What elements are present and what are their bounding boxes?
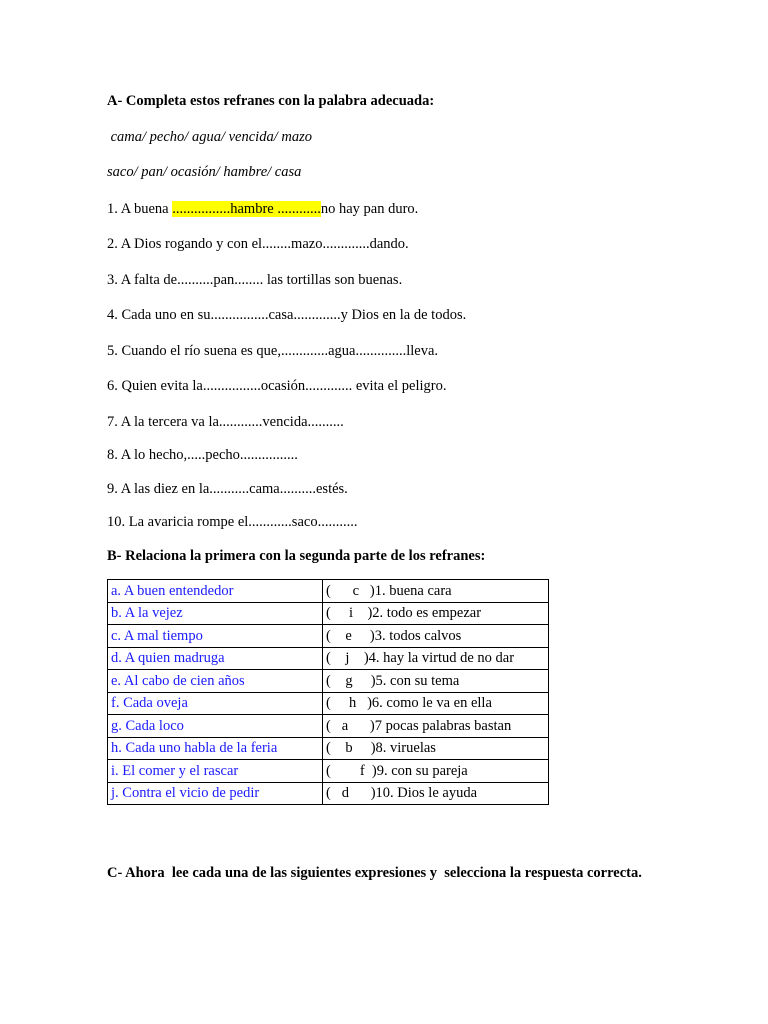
word-bank-line-2: saco/ pan/ ocasión/ hambre/ casa xyxy=(107,164,302,180)
table-row xyxy=(108,670,549,693)
table-row xyxy=(108,760,549,783)
proverb-start-cell: a. A buen entendedor xyxy=(108,580,323,603)
proverb-start-cell: h. Cada uno habla de la feria xyxy=(108,737,323,760)
proverb-end-cell: ( f )9. con su pareja xyxy=(323,760,549,783)
proverb-item-9: 9. A las diez en la...........cama..........estés. xyxy=(107,481,348,497)
table-row xyxy=(108,782,549,805)
proverb-start-cell: c. A mal tiempo xyxy=(108,625,323,648)
proverb-start-cell: j. Contra el vicio de pedir xyxy=(108,782,323,805)
proverb-end-cell: ( c )1. buena cara xyxy=(323,580,549,603)
proverb-item-5: 5. Cuando el río suena es que,.............agua..............lleva. xyxy=(107,343,439,359)
proverb-item-1-end: no hay pan duro. xyxy=(320,201,419,217)
proverb-item-10: 10. La avaricia rompe el............saco........... xyxy=(107,514,358,530)
proverb-end-cell: ( i )2. todo es empezar xyxy=(323,602,549,625)
table-row xyxy=(108,647,549,670)
table-row xyxy=(108,737,549,760)
section-c-heading: C- Ahora lee cada una de las siguientes expresiones y selecciona la respuesta correcta. xyxy=(107,865,642,881)
proverb-start-cell: i. El comer y el rascar xyxy=(108,760,323,783)
proverb-item-1-highlighted-answer: ................hambre ............ xyxy=(172,201,321,217)
proverb-item-6: 6. Quien evita la................ocasión............. evita el peligro. xyxy=(107,378,447,394)
proverb-end-cell: ( g )5. con su tema xyxy=(323,670,549,693)
proverb-item-2: 2. A Dios rogando y con el........mazo.............dando. xyxy=(107,236,409,252)
proverb-item-7: 7. A la tercera va la............vencida.......... xyxy=(107,414,344,430)
proverb-end-cell: ( a )7 pocas palabras bastan xyxy=(323,715,549,738)
proverb-start-cell: f. Cada oveja xyxy=(108,692,323,715)
proverb-item-1-start: 1. A buena xyxy=(107,201,173,217)
proverb-item-4: 4. Cada uno en su................casa.............y Dios en la de todos. xyxy=(107,307,467,323)
proverb-item-3: 3. A falta de..........pan........ las tortillas son buenas. xyxy=(107,272,403,288)
table-row xyxy=(108,580,549,603)
section-a-heading: A- Completa estos refranes con la palabra adecuada: xyxy=(107,93,435,109)
section-b-heading: B- Relaciona la primera con la segunda parte de los refranes: xyxy=(107,548,486,564)
table-row xyxy=(108,602,549,625)
table-row xyxy=(108,625,549,648)
word-bank-line-1: cama/ pecho/ agua/ vencida/ mazo xyxy=(107,129,312,145)
table-row xyxy=(108,715,549,738)
proverb-end-cell: ( j )4. hay la virtud de no dar xyxy=(323,647,549,670)
matching-table xyxy=(107,579,549,805)
proverb-start-cell: d. A quien madruga xyxy=(108,647,323,670)
proverb-start-cell: e. Al cabo de cien años xyxy=(108,670,323,693)
proverb-start-cell: g. Cada loco xyxy=(108,715,323,738)
proverb-end-cell: ( d )10. Dios le ayuda xyxy=(323,782,549,805)
table-row xyxy=(108,692,549,715)
proverb-item-8: 8. A lo hecho,.....pecho................ xyxy=(107,447,298,463)
proverb-end-cell: ( b )8. viruelas xyxy=(323,737,549,760)
proverb-start-cell: b. A la vejez xyxy=(108,602,323,625)
proverb-end-cell: ( h )6. como le va en ella xyxy=(323,692,549,715)
proverb-end-cell: ( e )3. todos calvos xyxy=(323,625,549,648)
proverb-item-1 xyxy=(107,200,418,218)
